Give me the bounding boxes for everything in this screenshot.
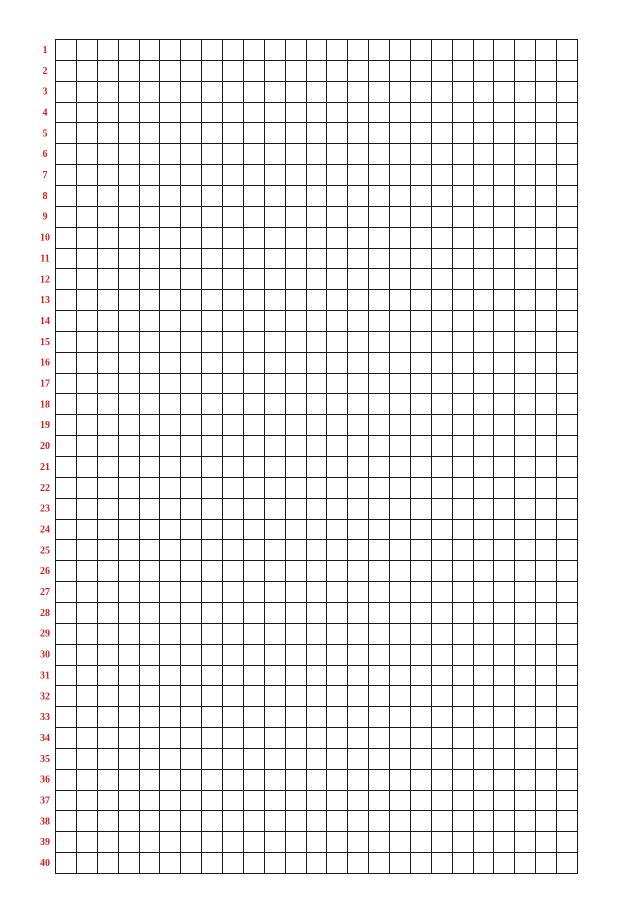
row-number: 21 [40,461,50,473]
row-number: 4 [42,107,48,119]
row-number: 23 [40,503,50,515]
row-number: 9 [42,211,48,223]
row-number: 13 [40,295,50,307]
row-number: 16 [40,357,50,369]
row-number: 35 [40,753,50,765]
row-number: 14 [40,315,50,327]
row-number: 5 [42,128,48,140]
row-number: 34 [40,732,50,744]
row-number: 25 [40,545,50,557]
row-number: 6 [42,149,48,161]
row-number: 32 [40,691,50,703]
row-number: 11 [40,253,50,265]
row-number: 12 [40,274,50,286]
row-numbers [40,45,50,869]
row-number: 29 [40,628,50,640]
row-number: 28 [40,607,50,619]
row-number: 24 [40,524,50,536]
row-number: 39 [40,837,50,849]
row-number: 8 [42,190,48,202]
row-number: 3 [42,86,48,98]
row-number: 2 [42,65,48,77]
grid [55,39,578,874]
row-number: 27 [40,587,50,599]
row-number: 1 [42,44,48,56]
row-number: 30 [40,649,50,661]
row-number: 33 [40,712,50,724]
row-number: 22 [40,482,50,494]
row-number: 7 [42,170,48,182]
row-number: 17 [40,378,50,390]
row-number: 40 [40,858,50,870]
row-number: 37 [40,795,50,807]
row-number: 18 [40,399,50,411]
row-number: 10 [40,232,50,244]
row-number: 20 [40,441,50,453]
row-number: 31 [40,670,50,682]
row-number: 15 [40,336,50,348]
row-number: 19 [40,420,50,432]
row-number: 26 [40,566,50,578]
row-number: 38 [40,816,50,828]
row-number: 36 [40,774,50,786]
